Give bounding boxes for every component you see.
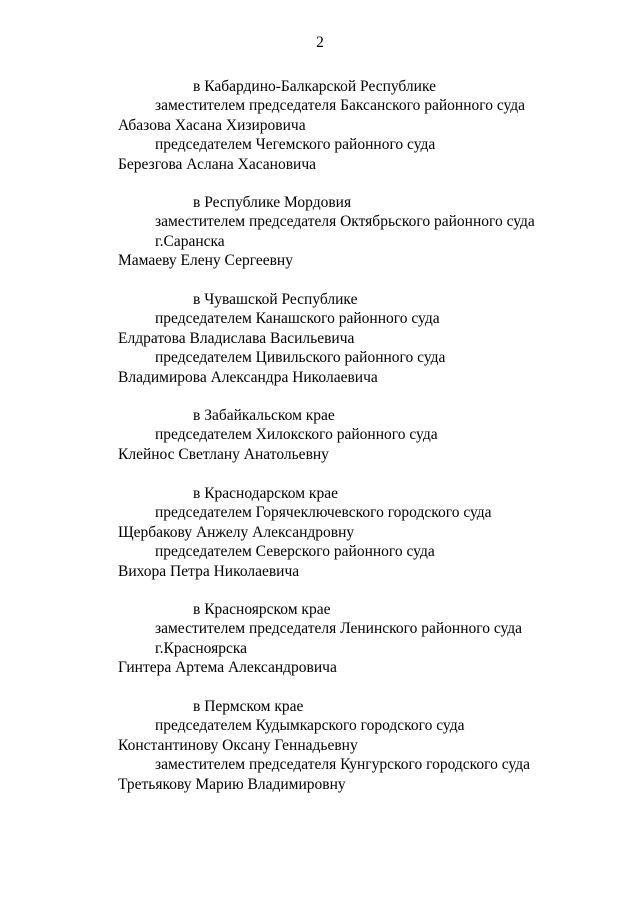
position-line: председателем Северского районного суда [155,543,435,561]
position-line: председателем Чегемского районного суда [155,136,436,154]
person-name: Владимирова Александра Николаевича [118,368,378,386]
person-name: Константинову Оксану Геннадьевну [118,736,358,754]
region-section [0,77,640,174]
region-heading: в Красноярском крае [193,601,331,618]
region-heading: в Пермском крае [193,698,304,715]
region-section [0,484,640,581]
region-section [0,600,640,678]
page-number: 2 [316,34,324,51]
person-name: Елдратова Владислава Васильевича [118,329,355,347]
person-name: Мамаеву Елену Сергеевну [118,252,293,270]
person-name: Клейнос Светлану Анатольевну [118,445,329,463]
region-section [0,406,640,464]
region-section [0,290,640,387]
person-name: Березгова Аслана Хасановича [118,155,317,173]
position-line: председателем Кудымкарского городского суда [155,717,465,735]
position-line: заместителем председателя Октябрьского районного суда [155,213,535,231]
person-name: Вихора Петра Николаевича [118,562,300,580]
region-heading: в Чувашской Республике [193,291,358,308]
region-section [0,193,640,271]
person-name: Щербакову Анжелу Александровну [118,523,355,541]
position-line: председателем Канашского районного суда [155,310,440,328]
region-heading: в Краснодарском крае [193,485,338,502]
region-heading: в Забайкальском крае [193,407,335,424]
position-line: г.Саранска [155,232,225,250]
region-section [0,697,640,794]
region-heading: в Республике Мордовия [193,194,352,211]
position-line: заместителем председателя Кунгурского городского суда [155,756,530,774]
position-line: председателем Хилокского районного суда [155,426,438,444]
position-line: г.Красноярска [155,639,248,657]
region-heading: в Кабардино-Балкарской Республике [193,78,436,95]
person-name: Гинтера Артема Александровича [118,659,337,677]
position-line: заместителем председателя Ленинского районного суда [155,620,523,638]
position-line: заместителем председателя Баксанского районного суда [155,97,526,115]
position-line: председателем Цивильского районного суда [155,349,446,367]
person-name: Третьякову Марию Владимировну [118,775,346,793]
person-name: Абазова Хасана Хизировича [118,116,306,134]
position-line: председателем Горячеключевского городского суда [155,504,492,522]
